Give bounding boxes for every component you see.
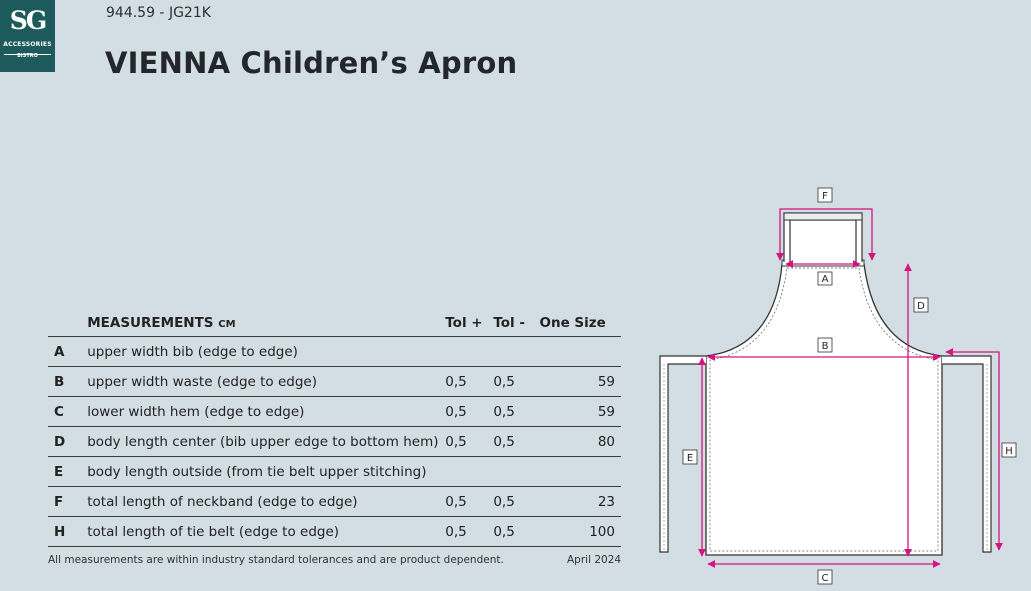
- row-tol-plus: 0,5: [445, 427, 493, 457]
- header-measurements-label: MEASUREMENTS: [87, 314, 214, 331]
- brand-line-bistro: BISTRO: [17, 53, 38, 59]
- row-value: 23: [539, 487, 621, 517]
- label-E: E: [686, 453, 694, 464]
- label-C: C: [821, 573, 829, 584]
- row-tol-plus: 0,5: [445, 397, 493, 427]
- table-header-row: [48, 309, 621, 337]
- table-row: [48, 487, 621, 517]
- row-tol-plus: [445, 457, 493, 487]
- row-tol-minus: 0,5: [493, 517, 539, 547]
- row-tol-plus: 0,5: [445, 517, 493, 547]
- row-description: upper width bib (edge to edge): [87, 337, 445, 367]
- row-tol-minus: 0,5: [493, 487, 539, 517]
- neck-strap-top: [784, 213, 862, 220]
- row-tol-minus: 0,5: [493, 427, 539, 457]
- row-tol-plus: 0,5: [445, 367, 493, 397]
- footnote: All measurements are within industry standard tolerances and are product dependent.: [48, 554, 504, 566]
- row-letter: H: [48, 517, 87, 547]
- article-code: 944.59 - JG21K: [106, 5, 211, 21]
- right-tie-belt: [942, 356, 991, 552]
- table-row: [48, 517, 621, 547]
- row-tol-plus: [445, 337, 493, 367]
- row-tol-minus: 0,5: [493, 397, 539, 427]
- table-row: [48, 337, 621, 367]
- header-tol-minus: Tol -: [493, 309, 539, 337]
- brand-mark: SG: [9, 6, 46, 35]
- header-tol-plus: Tol +: [445, 309, 493, 337]
- row-letter: A: [48, 337, 87, 367]
- row-value: 59: [539, 397, 621, 427]
- row-description: body length outside (from tie belt upper stitching): [87, 457, 445, 487]
- brand-logo: [0, 0, 55, 72]
- table-row: [48, 367, 621, 397]
- brand-line-accessories: ACCESSORIES: [3, 41, 52, 48]
- row-tol-plus: 0,5: [445, 487, 493, 517]
- row-value: [539, 457, 621, 487]
- row-description: total length of neckband (edge to edge): [87, 487, 445, 517]
- row-description: total length of tie belt (edge to edge): [87, 517, 445, 547]
- header-measurements: [87, 309, 445, 337]
- apron-diagram: [650, 180, 1025, 588]
- row-description: lower width hem (edge to edge): [87, 397, 445, 427]
- apron-body: [706, 264, 942, 555]
- label-B: B: [821, 341, 829, 352]
- header-letter: [48, 309, 87, 337]
- row-description: body length center (bib upper edge to bottom hem): [87, 427, 445, 457]
- label-D: D: [917, 301, 925, 312]
- row-value: 100: [539, 517, 621, 547]
- table-row: [48, 427, 621, 457]
- header-unit: CM: [218, 318, 236, 330]
- row-tol-minus: [493, 457, 539, 487]
- measurements-table: [48, 309, 621, 547]
- row-description: upper width waste (edge to edge): [87, 367, 445, 397]
- row-value: [539, 337, 621, 367]
- row-letter: D: [48, 427, 87, 457]
- row-value: 59: [539, 367, 621, 397]
- row-letter: F: [48, 487, 87, 517]
- row-tol-minus: [493, 337, 539, 367]
- page-title: VIENNA Children’s Apron: [105, 46, 518, 80]
- row-letter: B: [48, 367, 87, 397]
- label-A: A: [821, 274, 829, 285]
- row-letter: C: [48, 397, 87, 427]
- row-tol-minus: 0,5: [493, 367, 539, 397]
- label-H: H: [1005, 446, 1013, 457]
- row-letter: E: [48, 457, 87, 487]
- label-F: F: [822, 191, 828, 202]
- publication-date: April 2024: [567, 554, 622, 566]
- table-row: [48, 397, 621, 427]
- table-row: [48, 457, 621, 487]
- row-value: 80: [539, 427, 621, 457]
- header-one-size: One Size: [539, 309, 621, 337]
- brand-divider: [4, 54, 51, 55]
